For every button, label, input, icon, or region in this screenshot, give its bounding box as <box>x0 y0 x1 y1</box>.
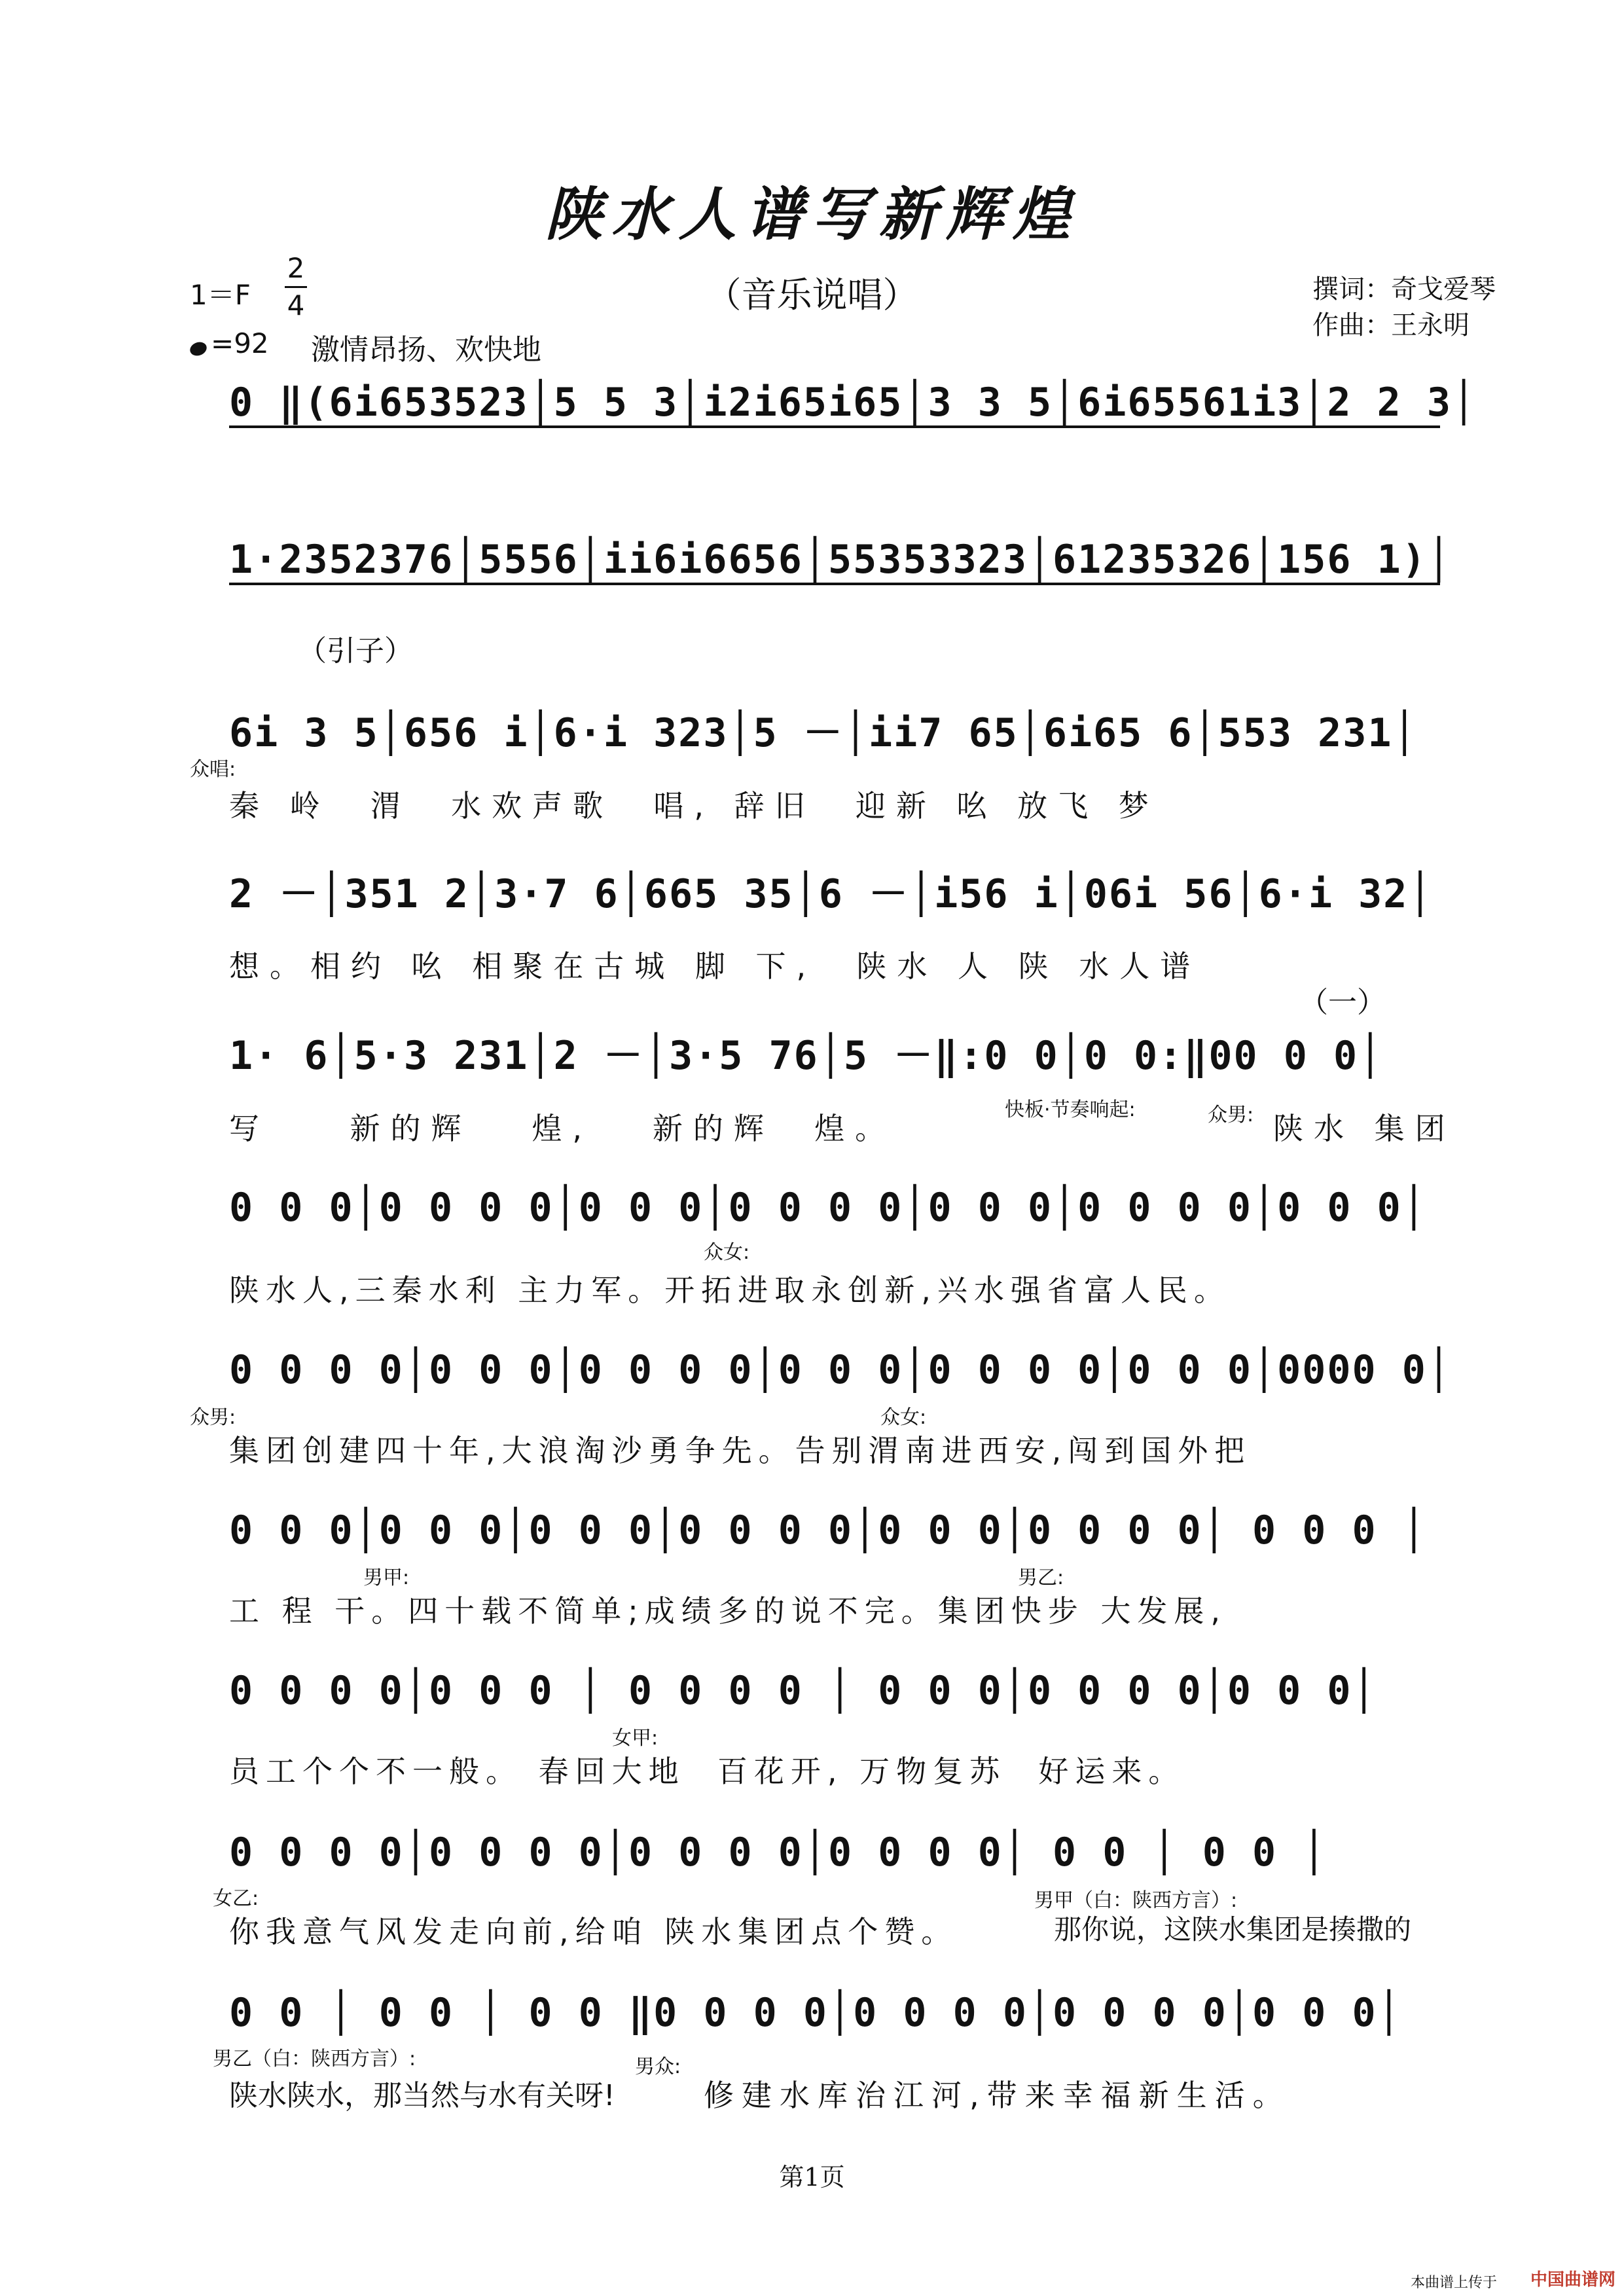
site-logo: 中国曲谱网 <box>1530 2270 1616 2290</box>
composer-credit: 作曲：王永明 <box>1312 310 1470 340</box>
lyrics-row-5b: 陕水 集团 <box>1273 1111 1456 1146</box>
subtitle: （音乐说唱） <box>706 274 918 316</box>
role-female-chorus-2: 众女: <box>880 1406 927 1429</box>
tempo-marking <box>190 327 269 359</box>
role-female-a: 女甲: <box>612 1727 659 1750</box>
time-signature-top: 2 <box>287 252 305 284</box>
score-row-7: 0 0 0 0│0 0 0│0 0 0 0│0 0 0│0 0 0 0│0 0 0│0000 0│ <box>229 1347 1453 1393</box>
lyrics-row-10b: 那你说，这陕水集团是揍撒的 <box>1054 1913 1412 1945</box>
lyrics-row-11b: 修建水库治江河,带来幸福新生活。 <box>704 2078 1291 2113</box>
quarter-note-icon <box>188 340 208 358</box>
role-female-chorus: 众女: <box>704 1241 750 1264</box>
tempo-value: =92 <box>211 327 269 359</box>
time-signature <box>285 252 307 322</box>
role-male-b-speech: 男乙（白：陕西方言）: <box>213 2048 416 2070</box>
time-signature-bottom: 4 <box>287 289 305 321</box>
score-row-9: 0 0 0 0│0 0 0 │ 0 0 0 0 │ 0 0 0│0 0 0 0│0 0 0│ <box>229 1668 1377 1714</box>
role-male-chorus-3: 男众: <box>635 2055 681 2078</box>
score-row-3: 6i 3 5│656 i│6·i 323│5 －│ii7 65│6i65 6│553 231│ <box>229 710 1418 756</box>
lyrics-row-7: 集团创建四十年,大浪淘沙勇争先。告别渭南进西安,闯到国外把 <box>229 1433 1252 1468</box>
score-row-8: 0 0 0│0 0 0│0 0 0│0 0 0 0│0 0 0│0 0 0 0│ 0 0 0 │ <box>229 1508 1427 1553</box>
lyrics-row-4: 想。相约 吆 相聚在古城 脚 下, 陕水 人 陕 水人谱 <box>229 949 1201 984</box>
upload-note: 本曲谱上传于 <box>1411 2275 1498 2291</box>
score-row-2: 1·2352376│5556│ii6i6656│55353323│61235326│156 1)│ <box>229 537 1440 585</box>
score-row-5: 1· 6│5·3 231│2 －│3·5 76│5 －‖:0 0│0 0:‖00 0 0│ <box>229 1033 1384 1079</box>
lyricist-credit: 撰词：奇戈爱琴 <box>1312 274 1496 304</box>
lyrics-row-10: 你我意气风发走向前,给咱 陕水集团点个赞。 <box>229 1914 958 1949</box>
lyrics-row-3: 秦 岭 渭 水欢声歌 唱, 辞旧 迎新 吆 放飞 梦 <box>229 788 1159 823</box>
section-mark-one: （一） <box>1299 986 1386 1019</box>
lyrics-row-5: 写 新的辉 煌, 新的辉 煌。 <box>229 1111 896 1146</box>
lyrics-row-6: 陕水人,三秦水利 主力军。开拓进取永创新,兴水强省富人民。 <box>229 1273 1231 1308</box>
role-male-a: 男甲: <box>363 1566 410 1589</box>
score-row-6: 0 0 0│0 0 0 0│0 0 0│0 0 0 0│0 0 0│0 0 0 0│0 0 0│ <box>229 1185 1427 1231</box>
lyrics-row-8: 工 程 干。四十载不简单;成绩多的说不完。集团快步 大发展, <box>229 1593 1227 1629</box>
page-number: 第1页 <box>779 2163 845 2192</box>
score-row-11: 0 0 │ 0 0 │ 0 0 ‖0 0 0 0│0 0 0 0│0 0 0 0│0 0 0│ <box>229 1990 1402 2036</box>
role-male-chorus-2: 众男: <box>190 1406 236 1429</box>
role-chorus: 众唱: <box>190 758 236 781</box>
key-signature: 1＝F <box>190 279 251 311</box>
role-male-b: 男乙: <box>1018 1566 1064 1589</box>
expression-marking: 激情昂扬、欢快地 <box>311 333 541 367</box>
section-label-intro: （引子） <box>298 634 413 668</box>
lyrics-row-11: 陕水陕水，那当然与水有关呀! <box>229 2079 615 2112</box>
score-row-4: 2 －│351 2│3·7 6│665 35│6 －│i56 i│06i 56│6·i 32│ <box>229 871 1434 917</box>
role-male-chorus: 众男: <box>1208 1104 1254 1127</box>
score-row-1: 0 ‖(6i653523│5 5 3│i2i65i65│3 3 5│6i65561i3│2 2 3│ <box>229 380 1440 428</box>
time-signature-bar <box>285 286 307 288</box>
role-female-b: 女乙: <box>213 1887 259 1910</box>
cue-rhythm: 快板·节奏响起: <box>1005 1098 1136 1121</box>
page-title: 陕水人谱写新辉煌 <box>545 180 1079 248</box>
role-male-a-speech: 男甲（白：陕西方言）: <box>1034 1889 1238 1912</box>
score-row-10: 0 0 0 0│0 0 0 0│0 0 0 0│0 0 0 0│ 0 0 │ 0 0 │ <box>229 1830 1327 1875</box>
lyrics-row-9: 员工个个不一般。 春回大地 百花开, 万物复苏 好运来。 <box>229 1754 1185 1789</box>
